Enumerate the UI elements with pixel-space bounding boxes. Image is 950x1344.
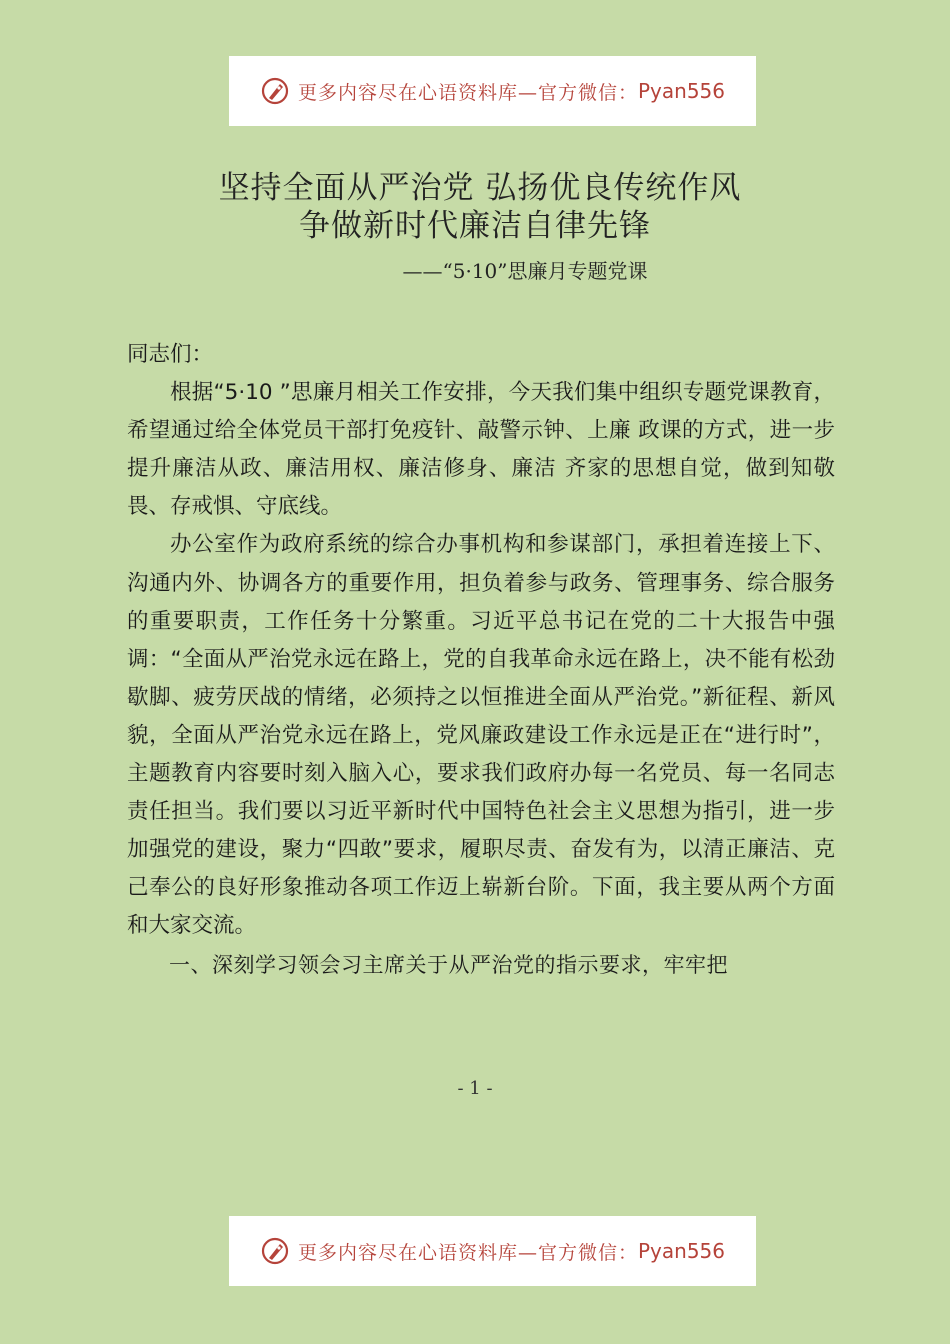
header-banner: [229, 56, 756, 126]
footer-banner: [229, 1216, 756, 1286]
section-heading: 一、深刻学习领会习主席关于从严治党的指示要求，牢牢把: [169, 952, 728, 977]
page-number: - 1 -: [457, 1078, 493, 1099]
paragraph-1: 根据“5·10 ”思廉月相关工作安排，今天我们集中组织专题党课教育，希望通过给全体党员干部打免疫针、敲警示钟、上廉 政课的方式，进一步提升廉洁从政、廉洁用权、廉洁修身、廉洁 齐家的思想自觉，做到知敬畏、存戒惧、守底线。: [127, 380, 835, 520]
pen-nib-logo-icon: [260, 76, 290, 106]
paragraph-2: 办公室作为政府系统的综合办事机构和参谋部门，承担着连接上下、沟通内外、协调各方的重要作用，担负着参与政务、管理事务、综合服务的重要职责，工作任务十分繁重。习近平总书记在党的二十大报告中强调：“全面从严治党永远在路上，党的自我革命永远在路上，决不能有松劲歇脚、疲劳厌战的情绪，必须持之以恒推进全面从严治党。”新征程、新风貌，全面从严治党永远在路上，党风廉政建设工作永远是正在“进行时”，主题教育内容要时刻入脑入心，要求我们政府办每一名党员、每一名同志责任担当。我们要以习近平新时代中国特色社会主义思想为指引，进一步加强党的建设，聚力“四敢”要求，履职尽责、奋发有为，以清正廉洁、克己奉公的良好形象推动各项工作迈上崭新台阶。下面，我主要从两个方面和大家交流。: [127, 532, 835, 939]
document-body: [127, 336, 835, 984]
banner-wechat-id: Pyan556: [638, 79, 726, 103]
banner-text: 更多内容尽在心语资料库—官方微信：: [297, 81, 638, 104]
banner-wechat-id: Pyan556: [638, 1239, 726, 1263]
document-subtitle: ——“5·10”思廉月专题党课: [402, 259, 648, 283]
pen-nib-logo-icon: [260, 1236, 290, 1266]
banner-text: 更多内容尽在心语资料库—官方微信：: [297, 1241, 638, 1264]
greeting: 同志们：: [127, 342, 214, 367]
document-title-line1: 坚持全面从严治党 弘扬优良传统作风: [218, 170, 742, 206]
document-title-line2: 争做新时代廉洁自律先锋: [299, 208, 651, 244]
